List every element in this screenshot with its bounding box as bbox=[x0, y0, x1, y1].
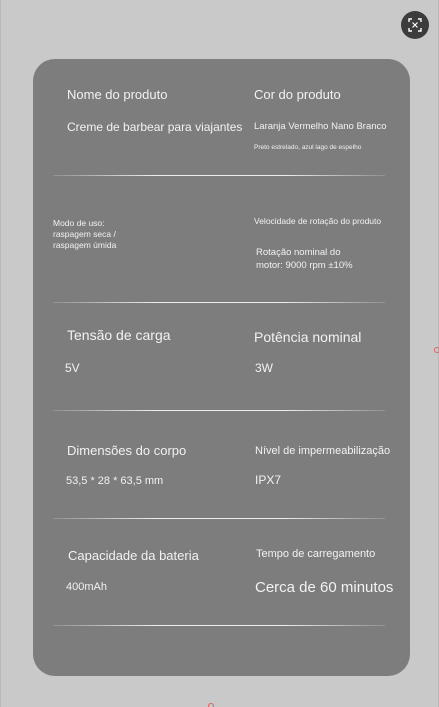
waterproof-level-value: IPX7 bbox=[255, 473, 282, 487]
divider bbox=[53, 625, 385, 626]
divider bbox=[53, 302, 385, 303]
charging-time-value: Cerca de 60 minutos bbox=[255, 579, 394, 596]
marker-dot bbox=[208, 703, 214, 707]
charging-voltage-label: Tensão de carga bbox=[67, 327, 171, 343]
divider bbox=[53, 410, 385, 411]
product-color-label: Cor do produto bbox=[254, 87, 341, 102]
charging-voltage-value: 5V bbox=[65, 361, 80, 375]
marker-dot bbox=[434, 347, 439, 353]
rotation-speed-value: Rotação nominal do motor: 9000 rpm ±10% bbox=[256, 247, 353, 271]
product-color-value-2: Preto estrelado, azul lago de espelho bbox=[254, 144, 362, 151]
divider bbox=[53, 175, 385, 176]
fullscreen-exit-icon bbox=[407, 17, 423, 33]
usage-mode-label: Modo de uso: raspagem seca / raspagem úmida bbox=[53, 218, 117, 250]
rated-power-value: 3W bbox=[255, 361, 273, 375]
charging-time-label: Tempo de carregamento bbox=[256, 548, 376, 560]
battery-capacity-label: Capacidade da bateria bbox=[68, 548, 199, 563]
waterproof-level-label: Nível de impermeabilização bbox=[255, 445, 391, 457]
fullscreen-exit-button[interactable] bbox=[401, 11, 429, 39]
battery-capacity-value: 400mAh bbox=[66, 581, 107, 593]
rotation-speed-label: Velocidade de rotação do produto bbox=[254, 216, 382, 226]
product-name-label: Nome do produto bbox=[67, 87, 168, 102]
body-dimensions-value: 53,5 * 28 * 63,5 mm bbox=[66, 475, 164, 487]
product-name-value: Creme de barbear para viajantes bbox=[67, 120, 243, 134]
spec-card bbox=[33, 59, 410, 676]
divider bbox=[53, 518, 385, 519]
rated-power-label: Potência nominal bbox=[254, 329, 362, 345]
product-color-value: Laranja Vermelho Nano Branco bbox=[254, 121, 387, 132]
body-dimensions-label: Dimensões do corpo bbox=[67, 443, 187, 458]
